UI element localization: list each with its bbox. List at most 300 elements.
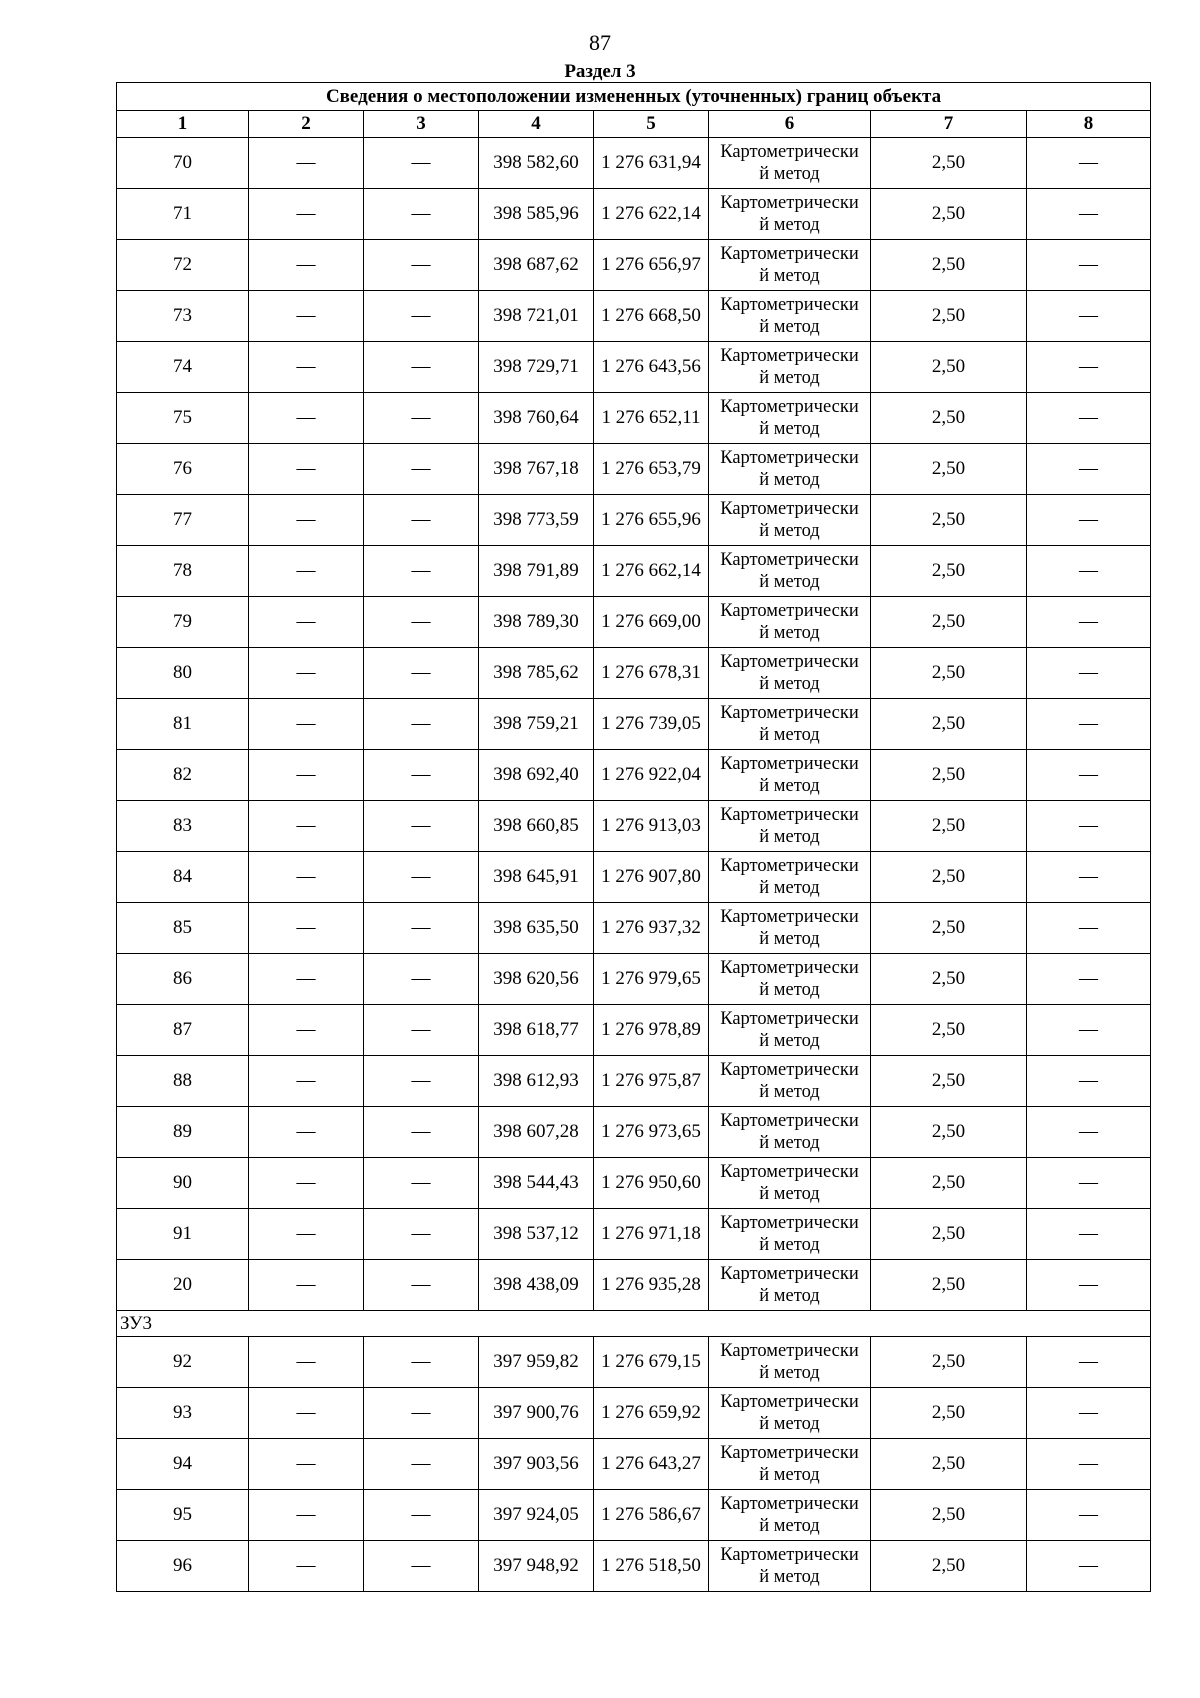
method-line-2: й метод — [759, 1082, 820, 1102]
method-line-2: й метод — [759, 521, 820, 541]
precision-value: 2,50 — [871, 138, 1027, 189]
method-line-2: й метод — [759, 1567, 820, 1587]
dash-cell: — — [1027, 138, 1151, 189]
dash-cell: — — [1027, 393, 1151, 444]
method-line-2: й метод — [759, 1286, 820, 1306]
method-line-1: Картометрически — [720, 958, 859, 978]
dash-cell: — — [1027, 1490, 1151, 1541]
method-cell — [709, 1439, 871, 1490]
coordinate-y: 1 276 656,97 — [594, 240, 709, 291]
table-row — [117, 495, 1151, 546]
method-line-1: Картометрически — [720, 601, 859, 621]
coordinate-x: 398 635,50 — [479, 903, 594, 954]
method-line-1: Картометрически — [720, 856, 859, 876]
method-line-2: й метод — [759, 1133, 820, 1153]
table-row — [117, 138, 1151, 189]
dash-cell: — — [249, 546, 364, 597]
method-cell — [709, 1158, 871, 1209]
dash-cell: — — [364, 495, 479, 546]
column-number-row — [117, 111, 1151, 138]
method-cell — [709, 240, 871, 291]
method-line-1: Картометрически — [720, 1213, 859, 1233]
method-line-2: й метод — [759, 1235, 820, 1255]
table-row — [117, 546, 1151, 597]
dash-cell: — — [364, 1107, 479, 1158]
method-cell — [709, 852, 871, 903]
dash-cell: — — [1027, 444, 1151, 495]
point-number: 87 — [117, 1005, 249, 1056]
dash-cell: — — [1027, 801, 1151, 852]
precision-value: 2,50 — [871, 597, 1027, 648]
dash-cell: — — [1027, 1107, 1151, 1158]
method-line-2: й метод — [759, 470, 820, 490]
table-row — [117, 699, 1151, 750]
method-line-1: Картометрически — [720, 499, 859, 519]
coordinate-y: 1 276 935,28 — [594, 1260, 709, 1311]
method-line-2: й метод — [759, 215, 820, 235]
method-line-2: й метод — [759, 1414, 820, 1434]
method-cell — [709, 342, 871, 393]
method-cell — [709, 1337, 871, 1388]
table-row — [117, 1439, 1151, 1490]
dash-cell: — — [249, 393, 364, 444]
dash-cell: — — [1027, 648, 1151, 699]
method-line-1: Картометрически — [720, 805, 859, 825]
coordinate-x: 397 924,05 — [479, 1490, 594, 1541]
point-number: 74 — [117, 342, 249, 393]
method-line-2: й метод — [759, 419, 820, 439]
coordinate-y: 1 276 518,50 — [594, 1541, 709, 1592]
dash-cell: — — [1027, 1260, 1151, 1311]
dash-cell: — — [249, 189, 364, 240]
dash-cell: — — [364, 903, 479, 954]
coordinate-x: 398 789,30 — [479, 597, 594, 648]
dash-cell: — — [249, 954, 364, 1005]
dash-cell: — — [249, 1056, 364, 1107]
column-number: 7 — [871, 111, 1027, 138]
coordinate-y: 1 276 669,00 — [594, 597, 709, 648]
method-cell — [709, 1209, 871, 1260]
coordinate-x: 398 544,43 — [479, 1158, 594, 1209]
method-line-2: й метод — [759, 929, 820, 949]
dash-cell: — — [364, 1490, 479, 1541]
method-line-1: Картометрически — [720, 193, 859, 213]
precision-value: 2,50 — [871, 1005, 1027, 1056]
method-line-1: Картометрически — [720, 1060, 859, 1080]
method-line-2: й метод — [759, 1363, 820, 1383]
coordinate-x: 397 900,76 — [479, 1388, 594, 1439]
point-number: 20 — [117, 1260, 249, 1311]
dash-cell: — — [249, 648, 364, 699]
coordinate-x: 398 687,62 — [479, 240, 594, 291]
method-cell — [709, 189, 871, 240]
dash-cell: — — [249, 1439, 364, 1490]
coordinate-y: 1 276 668,50 — [594, 291, 709, 342]
coordinate-y: 1 276 652,11 — [594, 393, 709, 444]
table-row — [117, 1158, 1151, 1209]
method-line-2: й метод — [759, 266, 820, 286]
point-number: 85 — [117, 903, 249, 954]
table-caption: Сведения о местоположении измененных (уточненных) границ объекта — [117, 83, 1151, 111]
dash-cell: — — [364, 648, 479, 699]
coordinate-y: 1 276 679,15 — [594, 1337, 709, 1388]
precision-value: 2,50 — [871, 189, 1027, 240]
precision-value: 2,50 — [871, 444, 1027, 495]
point-number: 84 — [117, 852, 249, 903]
dash-cell: — — [249, 699, 364, 750]
coordinate-y: 1 276 739,05 — [594, 699, 709, 750]
point-number: 92 — [117, 1337, 249, 1388]
dash-cell: — — [364, 750, 479, 801]
dash-cell: — — [1027, 903, 1151, 954]
dash-cell: — — [1027, 1439, 1151, 1490]
dash-cell: — — [364, 393, 479, 444]
method-line-1: Картометрически — [720, 754, 859, 774]
dash-cell: — — [249, 1209, 364, 1260]
coordinate-y: 1 276 971,18 — [594, 1209, 709, 1260]
method-line-2: й метод — [759, 623, 820, 643]
method-line-1: Картометрически — [720, 1443, 859, 1463]
dash-cell: — — [249, 1337, 364, 1388]
precision-value: 2,50 — [871, 699, 1027, 750]
dash-cell: — — [1027, 699, 1151, 750]
dash-cell: — — [1027, 291, 1151, 342]
point-number: 83 — [117, 801, 249, 852]
coordinate-y: 1 276 662,14 — [594, 546, 709, 597]
dash-cell: — — [1027, 1541, 1151, 1592]
dash-cell: — — [1027, 240, 1151, 291]
coordinate-x: 398 607,28 — [479, 1107, 594, 1158]
method-cell — [709, 1005, 871, 1056]
dash-cell: — — [249, 801, 364, 852]
coordinate-y: 1 276 979,65 — [594, 954, 709, 1005]
method-cell — [709, 444, 871, 495]
coordinate-y: 1 276 950,60 — [594, 1158, 709, 1209]
coordinate-y: 1 276 659,92 — [594, 1388, 709, 1439]
method-line-1: Картометрически — [720, 550, 859, 570]
point-number: 72 — [117, 240, 249, 291]
dash-cell: — — [364, 1056, 479, 1107]
method-line-1: Картометрически — [720, 703, 859, 723]
method-line-2: й метод — [759, 1465, 820, 1485]
dash-cell: — — [249, 750, 364, 801]
dash-cell: — — [249, 138, 364, 189]
method-cell — [709, 291, 871, 342]
coordinate-x: 398 585,96 — [479, 189, 594, 240]
boundary-coordinates-table — [116, 82, 1151, 1592]
coordinate-x: 398 760,64 — [479, 393, 594, 444]
method-cell — [709, 495, 871, 546]
method-line-1: Картометрически — [720, 1494, 859, 1514]
coordinate-x: 398 791,89 — [479, 546, 594, 597]
point-number: 82 — [117, 750, 249, 801]
method-line-2: й метод — [759, 674, 820, 694]
table-body — [117, 138, 1151, 1592]
method-line-1: Картометрически — [720, 397, 859, 417]
table-row — [117, 648, 1151, 699]
dash-cell: — — [1027, 1209, 1151, 1260]
column-number: 5 — [594, 111, 709, 138]
precision-value: 2,50 — [871, 648, 1027, 699]
dash-cell: — — [249, 495, 364, 546]
column-number: 4 — [479, 111, 594, 138]
coordinate-x: 397 948,92 — [479, 1541, 594, 1592]
method-cell — [709, 648, 871, 699]
method-line-1: Картометрически — [720, 448, 859, 468]
dash-cell: — — [249, 1490, 364, 1541]
method-line-2: й метод — [759, 317, 820, 337]
coordinate-x: 398 785,62 — [479, 648, 594, 699]
table-row — [117, 393, 1151, 444]
method-line-2: й метод — [759, 725, 820, 745]
coordinate-y: 1 276 973,65 — [594, 1107, 709, 1158]
coordinate-x: 398 618,77 — [479, 1005, 594, 1056]
method-line-1: Картометрически — [720, 1341, 859, 1361]
coordinate-x: 398 620,56 — [479, 954, 594, 1005]
dash-cell: — — [249, 1541, 364, 1592]
dash-cell: — — [249, 444, 364, 495]
dash-cell: — — [364, 291, 479, 342]
coordinate-x: 398 767,18 — [479, 444, 594, 495]
dash-cell: — — [364, 342, 479, 393]
dash-cell: — — [364, 699, 479, 750]
point-number: 77 — [117, 495, 249, 546]
method-cell — [709, 954, 871, 1005]
method-cell — [709, 750, 871, 801]
table-row — [117, 1541, 1151, 1592]
method-line-1: Картометрически — [720, 295, 859, 315]
method-line-1: Картометрически — [720, 1545, 859, 1565]
coordinate-y: 1 276 643,56 — [594, 342, 709, 393]
dash-cell: — — [364, 1388, 479, 1439]
table-row — [117, 240, 1151, 291]
method-line-2: й метод — [759, 1184, 820, 1204]
method-line-1: Картометрически — [720, 1111, 859, 1131]
coordinate-y: 1 276 655,96 — [594, 495, 709, 546]
point-number: 79 — [117, 597, 249, 648]
precision-value: 2,50 — [871, 1056, 1027, 1107]
coordinate-x: 398 438,09 — [479, 1260, 594, 1311]
precision-value: 2,50 — [871, 1388, 1027, 1439]
method-cell — [709, 699, 871, 750]
method-line-2: й метод — [759, 1516, 820, 1536]
method-line-2: й метод — [759, 1031, 820, 1051]
point-number: 76 — [117, 444, 249, 495]
coordinate-y: 1 276 643,27 — [594, 1439, 709, 1490]
dash-cell: — — [364, 1439, 479, 1490]
dash-cell: — — [364, 546, 479, 597]
precision-value: 2,50 — [871, 954, 1027, 1005]
coordinate-x: 398 645,91 — [479, 852, 594, 903]
method-cell — [709, 801, 871, 852]
precision-value: 2,50 — [871, 1158, 1027, 1209]
dash-cell: — — [249, 1388, 364, 1439]
precision-value: 2,50 — [871, 852, 1027, 903]
dash-cell: — — [249, 1158, 364, 1209]
coordinate-y: 1 276 978,89 — [594, 1005, 709, 1056]
dash-cell: — — [364, 1337, 479, 1388]
coordinate-y: 1 276 678,31 — [594, 648, 709, 699]
precision-value: 2,50 — [871, 393, 1027, 444]
column-number: 3 — [364, 111, 479, 138]
precision-value: 2,50 — [871, 903, 1027, 954]
dash-cell: — — [364, 1541, 479, 1592]
precision-value: 2,50 — [871, 495, 1027, 546]
coordinate-y: 1 276 922,04 — [594, 750, 709, 801]
table-row — [117, 189, 1151, 240]
coordinate-y: 1 276 631,94 — [594, 138, 709, 189]
column-number: 2 — [249, 111, 364, 138]
point-number: 96 — [117, 1541, 249, 1592]
method-line-2: й метод — [759, 878, 820, 898]
column-number: 1 — [117, 111, 249, 138]
precision-value: 2,50 — [871, 342, 1027, 393]
coordinate-x: 398 692,40 — [479, 750, 594, 801]
precision-value: 2,50 — [871, 801, 1027, 852]
coordinate-y: 1 276 975,87 — [594, 1056, 709, 1107]
dash-cell: — — [1027, 1056, 1151, 1107]
dash-cell: — — [1027, 954, 1151, 1005]
method-cell — [709, 903, 871, 954]
table-row — [117, 291, 1151, 342]
dash-cell: — — [364, 138, 479, 189]
precision-value: 2,50 — [871, 750, 1027, 801]
table-row — [117, 1260, 1151, 1311]
method-line-2: й метод — [759, 827, 820, 847]
coordinate-x: 398 612,93 — [479, 1056, 594, 1107]
coordinate-y: 1 276 653,79 — [594, 444, 709, 495]
dash-cell: — — [249, 342, 364, 393]
dash-cell: — — [1027, 189, 1151, 240]
precision-value: 2,50 — [871, 1260, 1027, 1311]
table-row — [117, 342, 1151, 393]
coordinate-y: 1 276 937,32 — [594, 903, 709, 954]
dash-cell: — — [249, 597, 364, 648]
method-line-1: Картометрически — [720, 142, 859, 162]
method-cell — [709, 1541, 871, 1592]
method-cell — [709, 1260, 871, 1311]
method-cell — [709, 1388, 871, 1439]
precision-value: 2,50 — [871, 1337, 1027, 1388]
dash-cell: — — [364, 1005, 479, 1056]
dash-cell: — — [364, 444, 479, 495]
table-row — [117, 444, 1151, 495]
method-line-2: й метод — [759, 980, 820, 1000]
dash-cell: — — [1027, 750, 1151, 801]
dash-cell: — — [364, 801, 479, 852]
dash-cell: — — [364, 954, 479, 1005]
table-row — [117, 903, 1151, 954]
dash-cell: — — [364, 1209, 479, 1260]
column-number: 8 — [1027, 111, 1151, 138]
dash-cell: — — [249, 1005, 364, 1056]
coordinate-x: 398 660,85 — [479, 801, 594, 852]
method-line-1: Картометрически — [720, 244, 859, 264]
table-row — [117, 801, 1151, 852]
coordinate-x: 397 959,82 — [479, 1337, 594, 1388]
table-row — [117, 1056, 1151, 1107]
point-number: 81 — [117, 699, 249, 750]
point-number: 75 — [117, 393, 249, 444]
method-line-1: Картометрически — [720, 652, 859, 672]
method-line-2: й метод — [759, 776, 820, 796]
method-cell — [709, 1490, 871, 1541]
dash-cell: — — [249, 852, 364, 903]
coordinate-y: 1 276 622,14 — [594, 189, 709, 240]
subgroup-label: ЗУ3 — [117, 1311, 1151, 1337]
table-row — [117, 1107, 1151, 1158]
dash-cell: — — [364, 1158, 479, 1209]
dash-cell: — — [1027, 1005, 1151, 1056]
coordinate-x: 398 729,71 — [479, 342, 594, 393]
subgroup-row — [117, 1311, 1151, 1337]
point-number: 88 — [117, 1056, 249, 1107]
coordinate-x: 398 582,60 — [479, 138, 594, 189]
dash-cell: — — [364, 1260, 479, 1311]
coordinate-y: 1 276 913,03 — [594, 801, 709, 852]
method-line-2: й метод — [759, 368, 820, 388]
method-line-2: й метод — [759, 164, 820, 184]
coordinate-y: 1 276 907,80 — [594, 852, 709, 903]
precision-value: 2,50 — [871, 1490, 1027, 1541]
dash-cell: — — [1027, 546, 1151, 597]
table-row — [117, 1005, 1151, 1056]
point-number: 86 — [117, 954, 249, 1005]
table-row — [117, 1388, 1151, 1439]
method-line-1: Картометрически — [720, 1162, 859, 1182]
method-cell — [709, 546, 871, 597]
point-number: 71 — [117, 189, 249, 240]
coordinate-y: 1 276 586,67 — [594, 1490, 709, 1541]
dash-cell: — — [249, 1107, 364, 1158]
point-number: 95 — [117, 1490, 249, 1541]
coordinate-x: 398 773,59 — [479, 495, 594, 546]
table-row — [117, 1209, 1151, 1260]
coordinate-x: 398 759,21 — [479, 699, 594, 750]
table-row — [117, 852, 1151, 903]
page-number: 87 — [589, 30, 611, 55]
dash-cell: — — [1027, 342, 1151, 393]
precision-value: 2,50 — [871, 1439, 1027, 1490]
method-line-1: Картометрически — [720, 1392, 859, 1412]
point-number: 89 — [117, 1107, 249, 1158]
dash-cell: — — [1027, 852, 1151, 903]
coordinate-x: 398 721,01 — [479, 291, 594, 342]
dash-cell: — — [364, 240, 479, 291]
dash-cell: — — [364, 597, 479, 648]
dash-cell: — — [1027, 1388, 1151, 1439]
table-row — [117, 954, 1151, 1005]
dash-cell: — — [1027, 1158, 1151, 1209]
table-row — [117, 597, 1151, 648]
dash-cell: — — [1027, 597, 1151, 648]
precision-value: 2,50 — [871, 291, 1027, 342]
table-row — [117, 1490, 1151, 1541]
dash-cell: — — [364, 189, 479, 240]
dash-cell: — — [249, 291, 364, 342]
method-cell — [709, 1107, 871, 1158]
precision-value: 2,50 — [871, 1107, 1027, 1158]
table-row — [117, 750, 1151, 801]
method-cell — [709, 1056, 871, 1107]
dash-cell: — — [364, 852, 479, 903]
point-number: 94 — [117, 1439, 249, 1490]
point-number: 70 — [117, 138, 249, 189]
dash-cell: — — [1027, 495, 1151, 546]
method-cell — [709, 138, 871, 189]
method-cell — [709, 597, 871, 648]
coordinate-x: 397 903,56 — [479, 1439, 594, 1490]
